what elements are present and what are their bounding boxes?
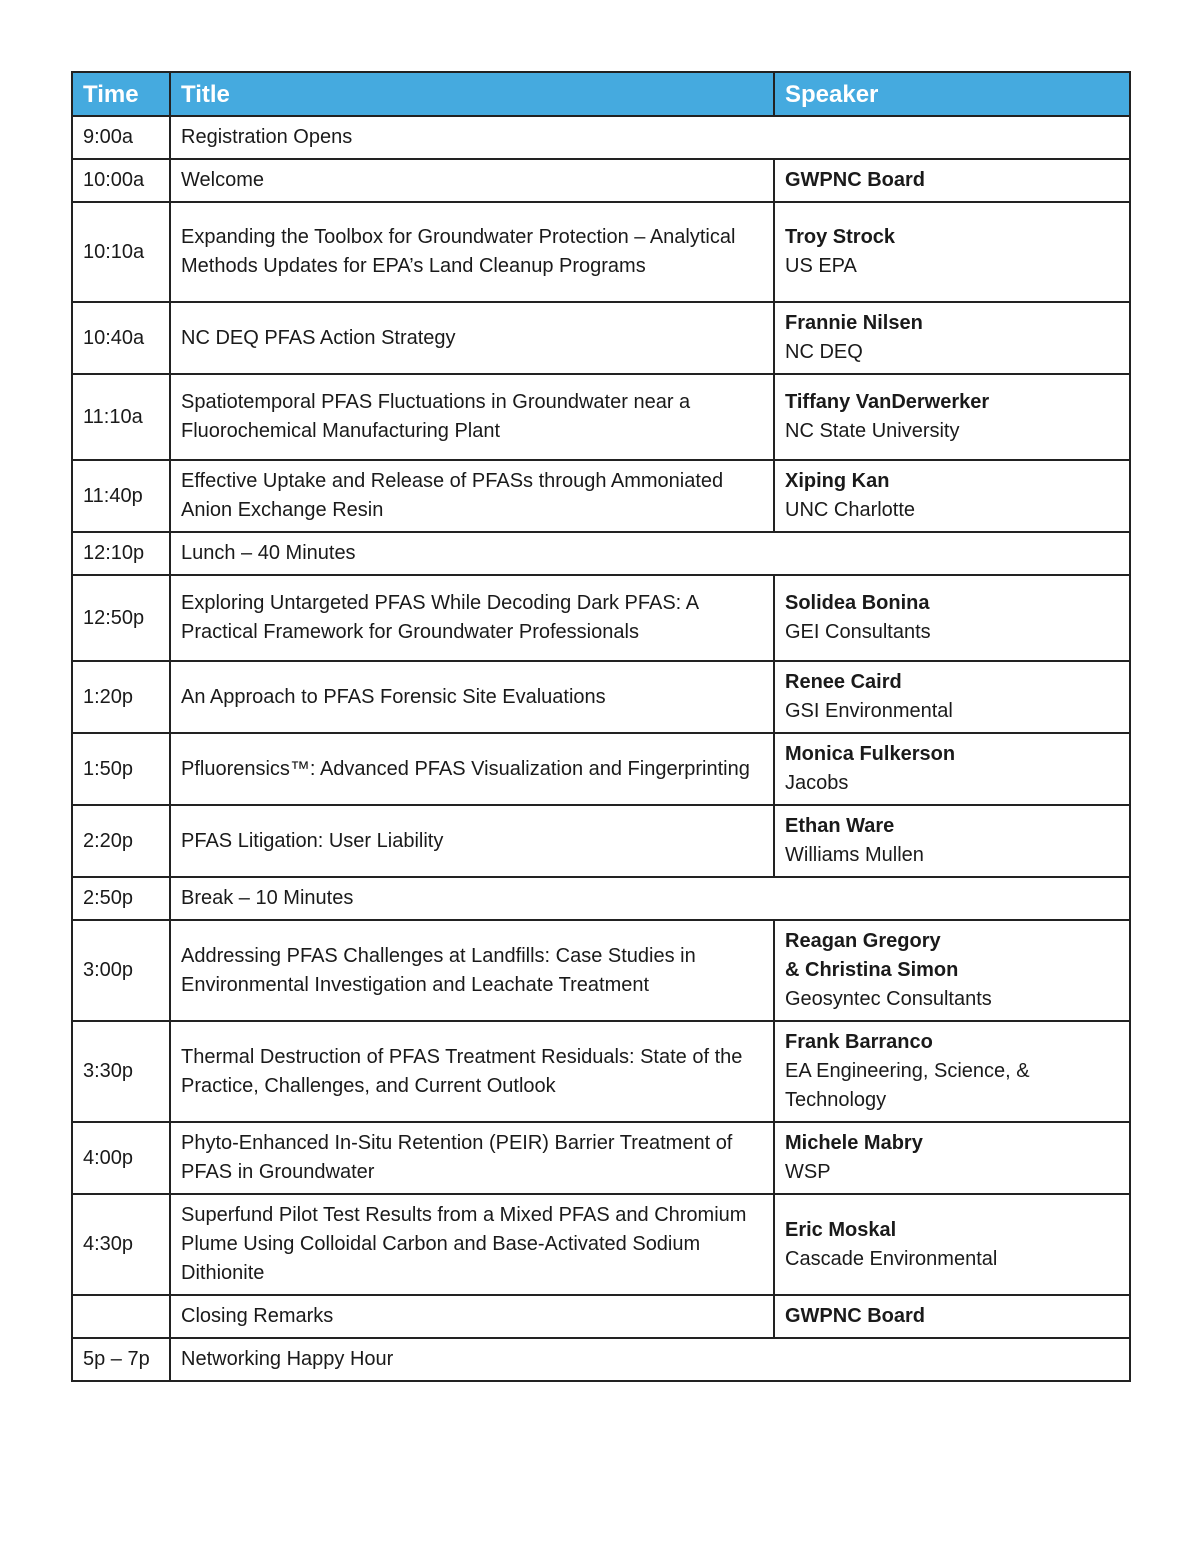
speaker-organization: Geosyntec Consultants xyxy=(785,988,992,1010)
time-cell: 10:00a xyxy=(72,159,170,202)
table-row xyxy=(72,374,1130,460)
table-row xyxy=(72,302,1130,374)
title-cell: PFAS Litigation: User Liability xyxy=(170,805,774,877)
speaker-cell xyxy=(774,1194,1130,1295)
title-cell: Pfluorensics™: Advanced PFAS Visualization and Fingerprinting xyxy=(170,733,774,805)
speaker-cell xyxy=(774,1295,1130,1338)
title-cell: Exploring Untargeted PFAS While Decoding Dark PFAS: A Practical Framework for Groundwater Professionals xyxy=(170,575,774,661)
table-row xyxy=(72,1021,1130,1122)
title-cell: Closing Remarks xyxy=(170,1295,774,1338)
time-cell: 11:10a xyxy=(72,374,170,460)
time-cell: 2:50p xyxy=(72,877,170,920)
title-cell: An Approach to PFAS Forensic Site Evaluations xyxy=(170,661,774,733)
title-cell: Effective Uptake and Release of PFASs through Ammoniated Anion Exchange Resin xyxy=(170,460,774,532)
title-cell: Networking Happy Hour xyxy=(170,1338,1130,1381)
time-cell: 1:50p xyxy=(72,733,170,805)
speaker-organization: Williams Mullen xyxy=(785,844,924,866)
table-row xyxy=(72,920,1130,1021)
speaker-organization: Cascade Environmental xyxy=(785,1247,998,1270)
speaker-name: Solidea Bonina xyxy=(785,592,930,614)
table-row xyxy=(72,116,1130,159)
header-row xyxy=(72,72,1130,116)
speaker-cell xyxy=(774,202,1130,302)
speaker-cell xyxy=(774,733,1130,805)
table-row xyxy=(72,733,1130,805)
speaker-name: Frannie Nilsen xyxy=(785,312,923,334)
header-title: Title xyxy=(170,72,774,116)
time-cell: 12:10p xyxy=(72,532,170,575)
speaker-organization: WSP xyxy=(785,1161,831,1183)
speaker-name: GWPNC Board xyxy=(785,169,925,191)
speaker-cell xyxy=(774,575,1130,661)
table-row xyxy=(72,1338,1130,1381)
title-cell: NC DEQ PFAS Action Strategy xyxy=(170,302,774,374)
speaker-organization: US EPA xyxy=(785,255,857,277)
table-row xyxy=(72,202,1130,302)
table-row xyxy=(72,460,1130,532)
speaker-cell xyxy=(774,920,1130,1021)
time-cell: 1:20p xyxy=(72,661,170,733)
speaker-name: Tiffany VanDerwerker xyxy=(785,391,990,413)
speaker-name: GWPNC Board xyxy=(785,1305,925,1327)
speaker-name: Reagan Gregory xyxy=(785,930,941,952)
title-cell: Thermal Destruction of PFAS Treatment Residuals: State of the Practice, Challenges, and Current Outlook xyxy=(170,1021,774,1122)
table-row xyxy=(72,575,1130,661)
time-cell: 2:20p xyxy=(72,805,170,877)
time-cell: 11:40p xyxy=(72,460,170,532)
table-row xyxy=(72,1194,1130,1295)
speaker-organization: UNC Charlotte xyxy=(785,499,916,521)
speaker-organization: NC DEQ xyxy=(785,341,863,363)
header-speaker: Speaker xyxy=(774,72,1130,116)
title-cell: Superfund Pilot Test Results from a Mixed PFAS and Chromium Plume Using Colloidal Carbon and Base-Activated Sodium Dithionite xyxy=(170,1194,774,1295)
speaker-name: Eric Moskal xyxy=(785,1218,897,1241)
speaker-cell xyxy=(774,302,1130,374)
speaker-cell xyxy=(774,374,1130,460)
speaker-organization: GSI Environmental xyxy=(785,700,953,722)
time-cell xyxy=(72,1295,170,1338)
table-row xyxy=(72,805,1130,877)
table-row xyxy=(72,1122,1130,1194)
agenda-body xyxy=(72,116,1130,1381)
table-row xyxy=(72,159,1130,202)
agenda-table xyxy=(71,71,1131,1382)
speaker-name: Renee Caird xyxy=(785,671,902,693)
title-cell: Lunch – 40 Minutes xyxy=(170,532,1130,575)
time-cell: 5p – 7p xyxy=(72,1338,170,1381)
speaker-name: Troy Strock xyxy=(785,226,896,248)
time-cell: 10:40a xyxy=(72,302,170,374)
title-cell: Addressing PFAS Challenges at Landfills: Case Studies in Environmental Investigation and Leachate Treatment xyxy=(170,920,774,1021)
speaker-cell xyxy=(774,1122,1130,1194)
speaker-name: Monica Fulkerson xyxy=(785,743,956,765)
time-cell: 4:00p xyxy=(72,1122,170,1194)
speaker-cell xyxy=(774,805,1130,877)
table-row xyxy=(72,1295,1130,1338)
speaker-organization: EA Engineering, Science, & Technology xyxy=(785,1060,1030,1111)
time-cell: 12:50p xyxy=(72,575,170,661)
title-cell: Welcome xyxy=(170,159,774,202)
header-time: Time xyxy=(72,72,170,116)
speaker-cell xyxy=(774,1021,1130,1122)
speaker-name: Michele Mabry xyxy=(785,1132,923,1154)
title-cell: Phyto-Enhanced In-Situ Retention (PEIR) Barrier Treatment of PFAS in Groundwater xyxy=(170,1122,774,1194)
title-cell: Registration Opens xyxy=(170,116,1130,159)
speaker-name: & Christina Simon xyxy=(785,959,959,981)
time-cell: 9:00a xyxy=(72,116,170,159)
time-cell: 10:10a xyxy=(72,202,170,302)
title-cell: Expanding the Toolbox for Groundwater Protection – Analytical Methods Updates for EPA’s Land Cleanup Programs xyxy=(170,202,774,302)
speaker-organization: Jacobs xyxy=(785,772,849,794)
speaker-name: Frank Barranco xyxy=(785,1031,933,1053)
title-cell: Spatiotemporal PFAS Fluctuations in Groundwater near a Fluorochemical Manufacturing Plant xyxy=(170,374,774,460)
speaker-organization: NC State University xyxy=(785,420,960,442)
speaker-cell xyxy=(774,159,1130,202)
table-row xyxy=(72,532,1130,575)
speaker-name: Ethan Ware xyxy=(785,815,895,837)
speaker-cell xyxy=(774,460,1130,532)
speaker-name: Xiping Kan xyxy=(785,470,890,492)
time-cell: 3:00p xyxy=(72,920,170,1021)
table-row xyxy=(72,877,1130,920)
table-row xyxy=(72,661,1130,733)
speaker-organization: GEI Consultants xyxy=(785,621,931,643)
time-cell: 4:30p xyxy=(72,1194,170,1295)
title-cell: Break – 10 Minutes xyxy=(170,877,1130,920)
speaker-cell xyxy=(774,661,1130,733)
time-cell: 3:30p xyxy=(72,1021,170,1122)
